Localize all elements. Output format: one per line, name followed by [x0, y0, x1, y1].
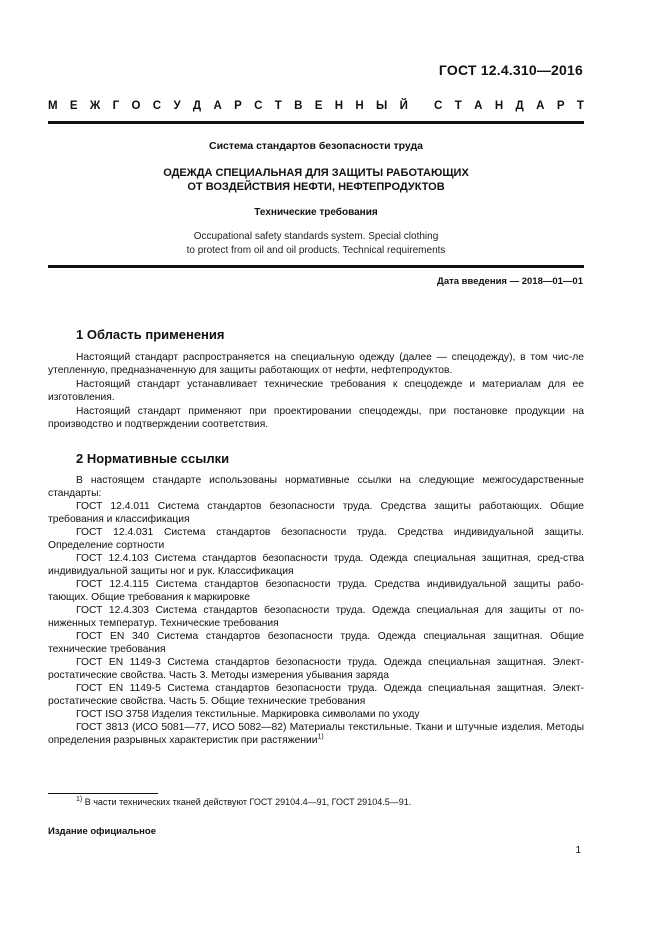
reference-item [48, 630, 584, 656]
reference-item [48, 721, 584, 747]
paragraph-text: Настоящий стандарт устанавливает технические требования к спецодежде и материалам для ее изготовления. [48, 379, 584, 404]
main-title-line2: ОТ ВОЗДЕЙСТВИЯ НЕФТИ, НЕФТЕПРОДУКТОВ [187, 181, 445, 193]
reference-item [48, 682, 584, 708]
heading-letter: А [474, 100, 483, 112]
footnote-reference[interactable]: 1) [317, 733, 324, 741]
heading-letter: Ы [376, 100, 388, 112]
heading-letter: А [213, 100, 222, 112]
reference-item [48, 500, 584, 526]
reference-text: ГОСТ 3813 (ИСО 5081—77, ИСО 5082—82) Материалы текстильные. Ткани и штучные изделия. Методы определения разрывных характеристик при растяжении [48, 722, 584, 747]
page-number: 1 [575, 845, 581, 856]
heading-letter: Р [234, 100, 242, 112]
paragraph [48, 405, 584, 431]
heading-letter: Г [112, 100, 120, 112]
reference-item [48, 604, 584, 630]
english-title-line2: to protect from oil and oil products. Technical requirements [186, 245, 446, 256]
reference-text: ГОСТ ISO 3758 Изделия текстильные. Маркировка символами по уходу [76, 709, 420, 720]
heading-letter: Й [399, 100, 408, 112]
bottom-rule [48, 265, 584, 268]
reference-item [48, 526, 584, 552]
reference-item [48, 708, 584, 721]
reference-text: ГОСТ EN 340 Система стандартов безопасности труда. Одежда специальная защитная. Общие технические требования [48, 631, 584, 656]
heading-letter: Д [192, 100, 202, 112]
reference-text: ГОСТ EN 1149-5 Система стандартов безопасности труда. Одежда специальная защитная. Элект-ростатические свойства. Часть 5. Общие технические требования [48, 683, 584, 708]
reference-text: ГОСТ 12.4.115 Система стандартов безопасности труда. Средства индивидуальной защиты рабо-тающих. Общие требования к маркировке [48, 579, 584, 604]
heading-letter: Н [334, 100, 344, 112]
heading-letter: С [254, 100, 263, 112]
footnote-text: В части технических тканей действуют ГОСТ 29104.4—91, ГОСТ 29104.5—91. [82, 797, 412, 807]
gost-number: ГОСТ 12.4.310—2016 [438, 62, 583, 78]
reference-text: ГОСТ EN 1149-3 Система стандартов безопасности труда. Одежда специальная защитная. Элект-ростатические свойства. Часть 3. Методы измерения убывания заряда [48, 657, 584, 682]
heading-letter: Н [355, 100, 364, 112]
heading-letter: Н [494, 100, 504, 112]
heading-letter: С [434, 100, 443, 112]
main-title-line1: ОДЕЖДА СПЕЦИАЛЬНАЯ ДЛЯ ЗАЩИТЫ РАБОТАЮЩИХ [163, 167, 469, 179]
introduction-date: Дата введения — 2018—01—01 [437, 276, 583, 287]
heading-letter: Р [556, 100, 565, 112]
main-title [48, 166, 584, 194]
heading-letter: Ж [89, 100, 101, 112]
reference-text: ГОСТ 12.4.103 Система стандартов безопасности труда. Одежда специальная защитная, сред-ства индивидуальной защиты ног и рук. Классификация [48, 553, 584, 578]
english-title-line1: Occupational safety standards system. Special clothing [193, 231, 439, 242]
heading-letter: Т [576, 100, 584, 112]
interstate-word [48, 100, 408, 112]
footnote [76, 796, 411, 807]
heading-letter: В [294, 100, 303, 112]
footnote-separator [48, 793, 158, 794]
heading-letter: Д [515, 100, 524, 112]
heading-letter: А [536, 100, 545, 112]
paragraph-text: Настоящий стандарт распространяется на специальную одежду (далее — спецодежду), в том чис-ле утепленную, предназначенную для защиты работающих от нефти, нефтепродуктов. [48, 352, 584, 377]
heading-letter: С [152, 100, 162, 112]
system-title: Система стандартов безопасности труда [208, 140, 424, 152]
interstate-standard-heading [48, 100, 584, 112]
section-heading: 1 Область применения [76, 327, 225, 342]
heading-letter: Е [69, 100, 78, 112]
heading-letter: О [131, 100, 141, 112]
reference-text: ГОСТ 12.4.011 Система стандартов безопасности труда. Средства защиты работающих. Общие требования и классификация [48, 501, 584, 526]
paragraph [48, 351, 584, 377]
heading-letter: Т [274, 100, 282, 112]
paragraph [48, 378, 584, 404]
section-heading: 2 Нормативные ссылки [76, 451, 230, 466]
reference-item [48, 578, 584, 604]
official-edition-label: Издание официальное [48, 826, 156, 837]
top-rule [48, 121, 584, 124]
heading-letter: Е [314, 100, 323, 112]
reference-text: ГОСТ 12.4.303 Система стандартов безопасности труда. Одежда специальная для защиты от по-ниженных температур. Технические требования [48, 605, 584, 630]
standard-word [434, 100, 584, 112]
reference-item [48, 552, 584, 578]
heading-letter: У [173, 100, 181, 112]
paragraph [48, 474, 584, 500]
reference-item [48, 656, 584, 682]
reference-text: ГОСТ 12.4.031 Система стандартов безопасности труда. Средства индивидуальной защиты. Определение сортности [48, 527, 584, 552]
footnote-mark: 1) [76, 796, 83, 803]
english-title [48, 230, 584, 258]
heading-letter: Т [454, 100, 462, 112]
paragraph-text: В настоящем стандарте использованы нормативные ссылки на следующие межгосударственные стандарты: [48, 475, 584, 500]
paragraph-text: Настоящий стандарт применяют при проектировании спецодежды, при постановке продукции на производство и подтверждении соответствия. [48, 406, 584, 431]
heading-letter: М [48, 100, 58, 112]
subtitle: Технические требования [254, 207, 378, 218]
